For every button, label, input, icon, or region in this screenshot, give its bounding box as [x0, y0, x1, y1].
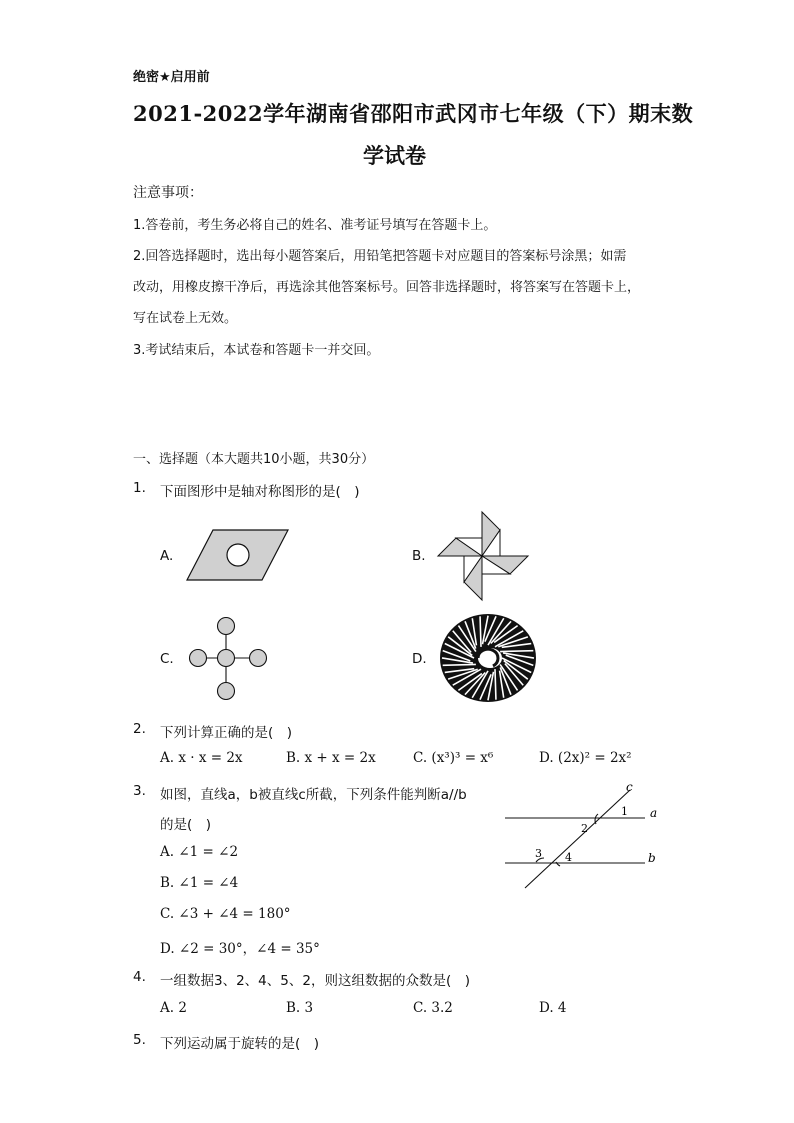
cross-of-circles-icon	[188, 615, 270, 701]
fig-label-1: 1	[621, 805, 628, 818]
q2-option-d[interactable]: D. (2x)² = 2x²	[539, 750, 632, 766]
q2-option-c[interactable]: C. (x³)³ = x⁶	[413, 750, 494, 766]
q1-option-b-label[interactable]: B.	[412, 548, 426, 564]
question-3-text-line2: 的是( )	[160, 817, 212, 833]
parallelogram-with-circle-icon	[185, 528, 290, 583]
notice-item-2-line3: 写在试卷上无效。	[133, 311, 238, 326]
exam-title-line2: 学试卷	[363, 143, 426, 168]
notice-item-2-line2: 改动，用橡皮擦干净后，再选涂其他答案标号。回答非选择题时，将答案写在答题卡上，	[133, 280, 641, 295]
pinwheel-icon	[436, 510, 531, 602]
question-5-text: 下列运动属于旋转的是( )	[160, 1036, 320, 1052]
q1-option-c-label[interactable]: C.	[160, 651, 174, 667]
sunburst-ray	[495, 669, 496, 700]
section-heading: 一、选择题（本大题共10小题，共30分）	[133, 452, 375, 467]
question-1-text: 下面图形中是轴对称图形的是( )	[160, 484, 360, 500]
spiral-sunburst-icon	[438, 610, 538, 706]
fig-label-3: 3	[535, 847, 542, 860]
parallel-lines-transversal-figure	[500, 778, 670, 893]
q3-option-c[interactable]: C. ∠3 + ∠4 = 180°	[160, 906, 291, 922]
question-3-text: 如图，直线a，b被直线c所截，下列条件能判断a//b	[160, 787, 467, 803]
question-4-number: 4.	[133, 969, 146, 985]
q3-option-d[interactable]: D. ∠2 = 30°，∠4 = 35°	[160, 941, 320, 957]
fig-label-c: c	[626, 780, 633, 794]
notice-item-2-line1: 2.回答选择题时，选出每小题答案后，用铅笔把答题卡对应题目的答案标号涂黑；如需	[133, 249, 627, 264]
notice-item-1: 1.答卷前，考生务必将自己的姓名、准考证号填写在答题卡上。	[133, 218, 497, 233]
q2-option-a[interactable]: A. x · x = 2x	[160, 750, 243, 766]
exam-title: 2021-2022学年湖南省邵阳市武冈市七年级（下）期末数	[133, 101, 694, 126]
question-5-number: 5.	[133, 1032, 146, 1048]
question-3-number: 3.	[133, 783, 146, 799]
question-1-number: 1.	[133, 480, 146, 496]
q3-option-b[interactable]: B. ∠1 = ∠4	[160, 875, 239, 891]
sunburst-ray	[480, 616, 481, 647]
question-4-text: 一组数据3、2、4、5、2，则这组数据的众数是( )	[160, 973, 470, 989]
notice-item-3: 3.考试结束后，本试卷和答题卡一并交回。	[133, 343, 380, 358]
fig-label-4: 4	[565, 851, 572, 864]
notice-heading: 注意事项：	[133, 185, 203, 201]
fig-label-a: a	[650, 806, 658, 820]
fig-label-b: b	[648, 851, 656, 865]
q1-option-a-label[interactable]: A.	[160, 548, 174, 564]
q4-option-b[interactable]: B. 3	[286, 1000, 314, 1016]
q1-option-d-label[interactable]: D.	[412, 651, 427, 667]
sunburst-ray	[443, 664, 476, 665]
q4-option-a[interactable]: A. 2	[160, 1000, 187, 1016]
q2-option-b[interactable]: B. x + x = 2x	[286, 750, 376, 766]
secret-label: 绝密★启用前	[133, 70, 210, 85]
fig-label-2: 2	[581, 822, 588, 835]
q4-option-d[interactable]: D. 4	[539, 1000, 567, 1016]
q3-option-a[interactable]: A. ∠1 = ∠2	[160, 844, 239, 860]
question-2-text: 下列计算正确的是( )	[160, 725, 293, 741]
q4-option-c[interactable]: C. 3.2	[413, 1000, 453, 1016]
question-2-number: 2.	[133, 721, 146, 737]
sunburst-ray	[500, 651, 533, 652]
